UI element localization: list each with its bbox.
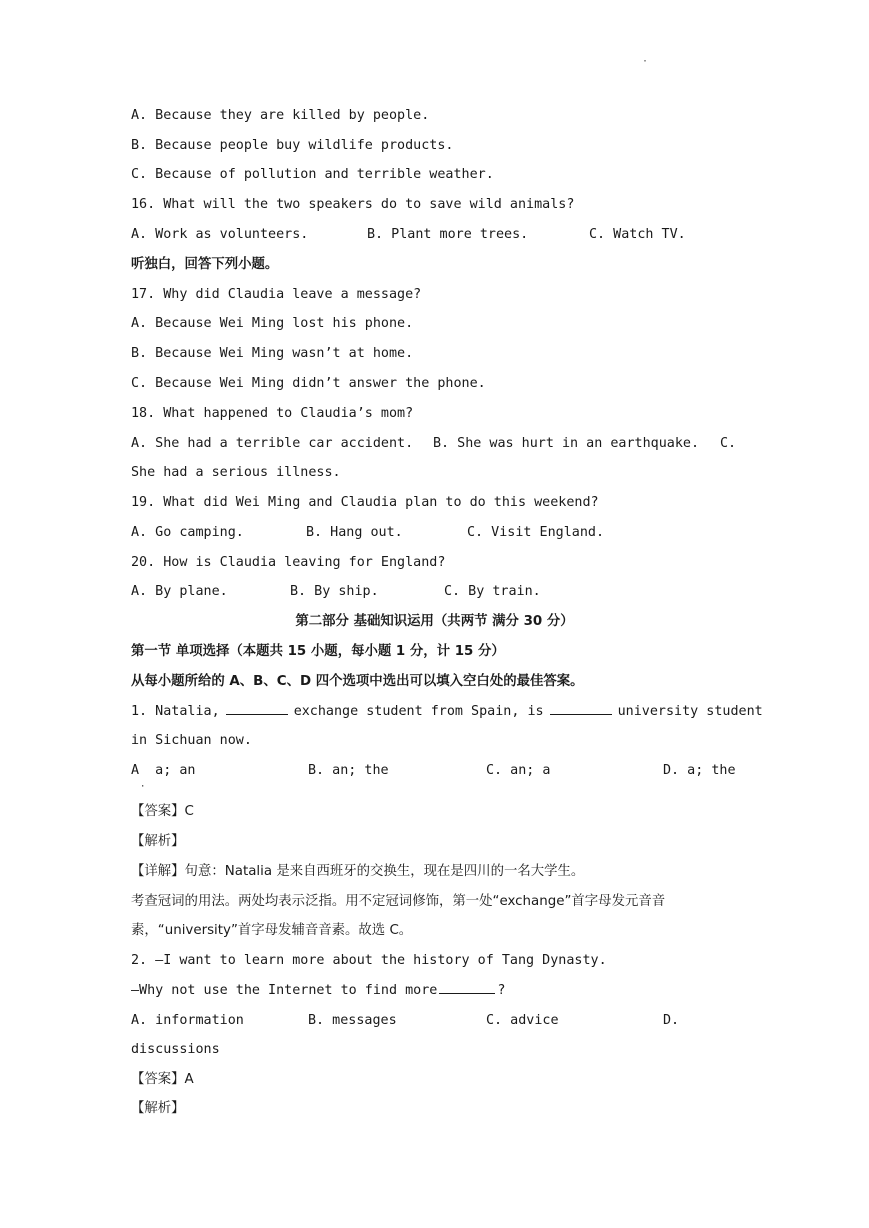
q18-option-a: A. She had a terrible car accident.	[131, 436, 414, 451]
mc2-question-line1: 2. —I want to learn more about the history of Tang Dynasty.	[131, 953, 607, 968]
q20-option-a: A. By plane.	[131, 584, 228, 599]
mc1-question-part2: exchange student from Spain, is	[293, 704, 544, 719]
mc1-blank-2	[550, 703, 612, 715]
section1-title: 第一节 单项选择（本题共 15 小题，每小题 1 分，计 15 分）	[131, 644, 505, 659]
mc1-explanation-line2: 素，“university”首字母发辅音音素。故选 C。	[131, 923, 413, 938]
q17-option-a: A. Because Wei Ming lost his phone.	[131, 316, 414, 331]
mc2-analysis-label: 【解析】	[131, 1101, 185, 1116]
q18-option-b: B. She was hurt in an earthquake.	[433, 436, 700, 451]
mc2-option-b: B. messages	[308, 1013, 397, 1028]
mc1-option-c: C. an; a	[486, 763, 551, 778]
mc2-blank	[439, 982, 495, 994]
q20-option-c: C. By train.	[444, 584, 541, 599]
q18-question: 18. What happened to Claudia’s mom?	[131, 406, 414, 421]
mc1-analysis-label: 【解析】	[131, 834, 185, 849]
q18-option-c-text: She had a serious illness.	[131, 465, 341, 480]
q19-option-c: C. Visit England.	[467, 525, 605, 540]
q16-option-c: C. Watch TV.	[589, 227, 686, 242]
mc1-explanation-line1: 考查冠词的用法。两处均表示泛指。用不定冠词修饰，第一处“exchange”首字母发元音音	[131, 894, 666, 909]
header-mark: ·	[642, 56, 649, 67]
mc1-option-a: A a; an	[131, 763, 196, 778]
mc1-option-d: D. a; the	[663, 763, 736, 778]
q18-option-c-label: C.	[720, 436, 737, 451]
mc1-answer: 【答案】C	[131, 804, 194, 819]
mc2-option-a: A. information	[131, 1013, 244, 1028]
monologue-instruction: 听独白，回答下列小题。	[131, 257, 279, 272]
q17-question: 17. Why did Claudia leave a message?	[131, 287, 422, 302]
q15-option-b: B. Because people buy wildlife products.	[131, 138, 454, 153]
mc2-question-part2: ?	[497, 983, 506, 998]
q16-option-a: A. Work as volunteers.	[131, 227, 309, 242]
mc2-question-part1: —Why not use the Internet to find more	[131, 983, 438, 998]
q16-option-b: B. Plant more trees.	[367, 227, 529, 242]
q17-option-c: C. Because Wei Ming didn’t answer the phone.	[131, 376, 486, 391]
part2-title: 第二部分 基础知识运用（共两节 满分 30 分）	[295, 614, 574, 629]
q20-option-b: B. By ship.	[290, 584, 379, 599]
q20-question: 20. How is Claudia leaving for England?	[131, 555, 446, 570]
mc1-blank-1	[226, 703, 288, 715]
section1-instruction: 从每小题所给的 A、B、C、D 四个选项中选出可以填入空白处的最佳答案。	[131, 674, 584, 689]
q15-option-a: A. Because they are killed by people.	[131, 108, 430, 123]
q19-question: 19. What did Wei Ming and Claudia plan to do this weekend?	[131, 495, 599, 510]
mc2-option-d-label: D.	[663, 1013, 680, 1028]
q19-option-a: A. Go camping.	[131, 525, 244, 540]
mc1-question-part1: 1. Natalia,	[131, 704, 220, 719]
mc1-question-part3: university student	[617, 704, 763, 719]
mc1-option-a-dot: ·	[140, 782, 146, 792]
mc1-option-b: B. an; the	[308, 763, 389, 778]
mc2-answer: 【答案】A	[131, 1072, 194, 1087]
mc2-option-c: C. advice	[486, 1013, 559, 1028]
q19-option-b: B. Hang out.	[306, 525, 403, 540]
mc2-question-line2	[131, 982, 505, 1000]
q17-option-b: B. Because Wei Ming wasn’t at home.	[131, 346, 414, 361]
mc1-detail: 【详解】句意：Natalia 是来自西班牙的交换生，现在是四川的一名大学生。	[131, 864, 585, 879]
mc1-question-line2: in Sichuan now.	[131, 733, 252, 748]
mc2-option-d-text: discussions	[131, 1042, 220, 1057]
mc1-question	[131, 703, 763, 721]
q16-question: 16. What will the two speakers do to save wild animals?	[131, 197, 575, 212]
q15-option-c: C. Because of pollution and terrible weather.	[131, 167, 494, 182]
